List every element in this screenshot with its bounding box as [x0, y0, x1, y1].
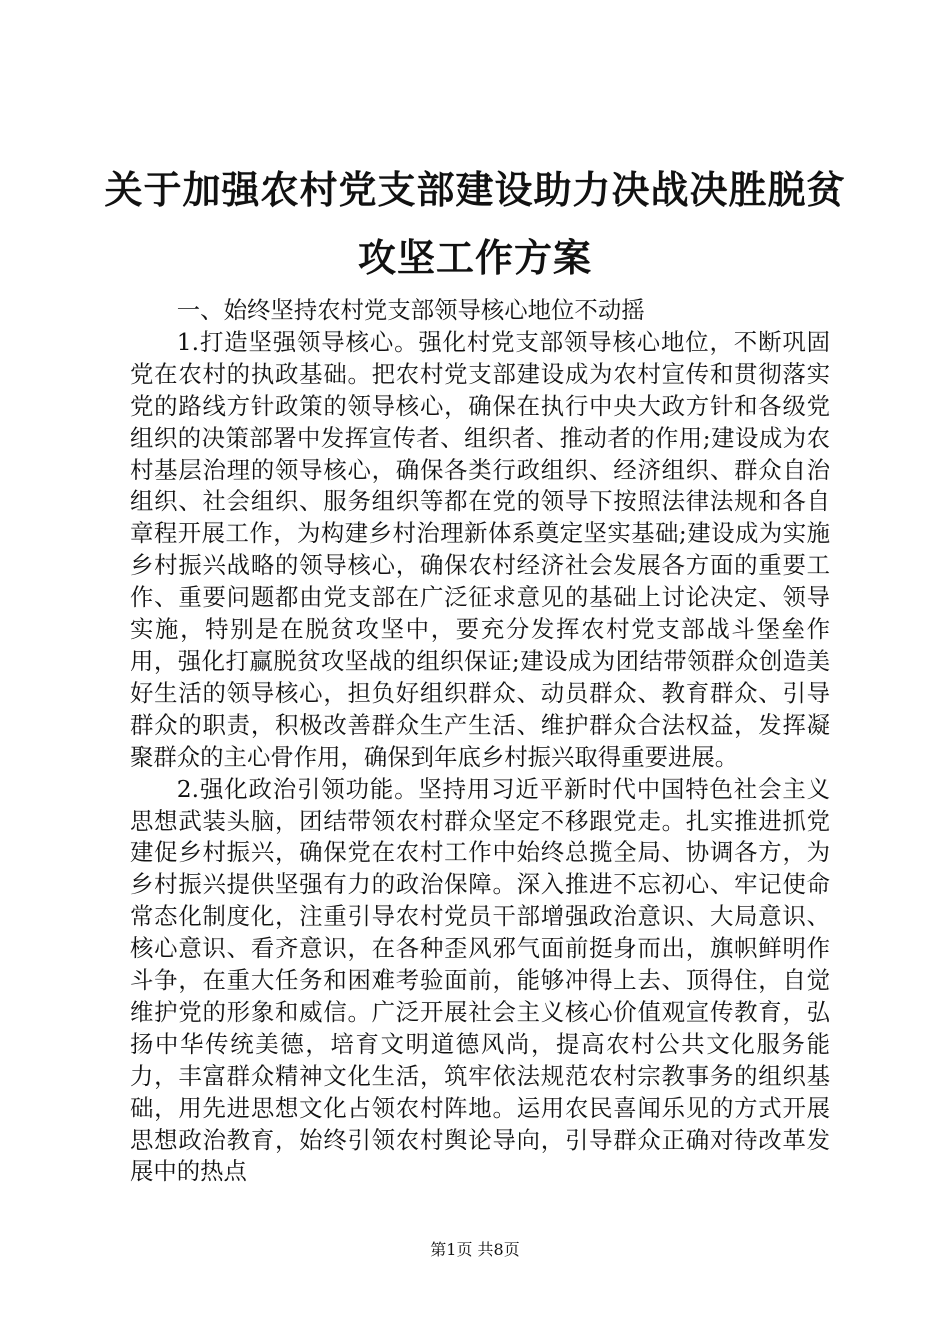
section-heading: 一、始终坚持农村党支部领导核心地位不动摇	[176, 296, 645, 324]
paragraph-1: 1.打造坚强领导核心。强化村党支部领导核心地位，不断巩固党在农村的执政基础。把农村党支部建设成为农村宣传和贯彻落实党的路线方针政策的领导核心，确保在执行中央大政方针和各级党组织的决策部署中发挥宣传者、组织者、推动者的作用;建设成为农村基层治理的领导核心，确保各类行政组织、经济组织、群众自治组织、社会组织、服务组织等都在党的领导下按照法律法规和各自章程开展工作，为构建乡村治理新体系奠定坚实基础;建设成为实施乡村振兴战略的领导核心，确保农村经济社会发展各方面的重要工作、重要问题都由党支部在广泛征求意见的基础上讨论决定、领导实施，特别是在脱贫攻坚中，要充分发挥农村党支部战斗堡垒作用，强化打赢脱贫攻坚战的组织保证;建设成为团结带领群众创造美好生活的领导核心，担负好组织群众、动员群众、教育群众、引导群众的职责，积极改善群众生产生活、维护群众合法权益，发挥凝聚群众的主心骨作用，确保到年底乡村振兴取得重要进展。	[130, 327, 830, 771]
document-body	[130, 295, 830, 1188]
document-title: 关于加强农村党支部建设助力决战决胜脱贫攻坚工作方案	[104, 168, 846, 280]
paragraph-2: 2.强化政治引领功能。坚持用习近平新时代中国特色社会主义思想武装头脑，团结带领农村群众坚定不移跟党走。扎实推进抓党建促乡村振兴，确保党在农村工作中始终总揽全局、协调各方，为乡村振兴提供坚强有力的政治保障。深入推进不忘初心、牢记使命常态化制度化，注重引导农村党员干部增强政治意识、大局意识、核心意识、看齐意识，在各种歪风邪气面前挺身而出，旗帜鲜明作斗争，在重大任务和困难考验面前，能够冲得上去、顶得住，自觉维护党的形象和威信。广泛开展社会主义核心价值观宣传教育，弘扬中华传统美德，培育文明道德风尚，提高农村公共文化服务能力，丰富群众精神文化生活，筑牢依法规范农村宗教事务的组织基础，用先进思想文化占领农村阵地。运用农民喜闻乐见的方式开展思想政治教育，始终引领农村舆论导向，引导群众正确对待改革发展中的热点	[130, 774, 830, 1186]
page-footer: 第1页 共8页	[430, 1240, 520, 1259]
